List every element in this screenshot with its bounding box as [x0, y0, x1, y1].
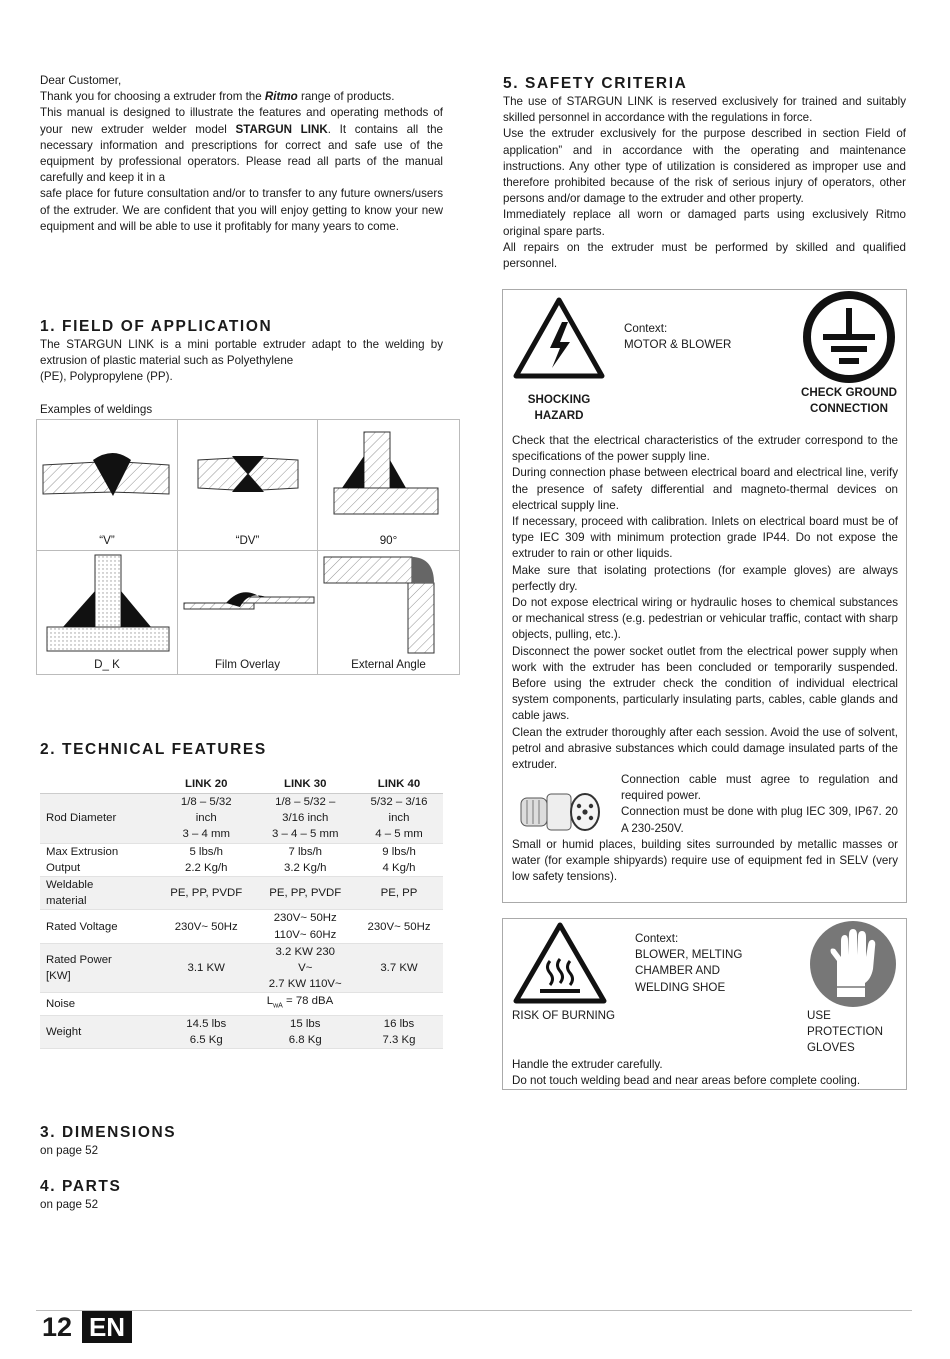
noise-value: = 78 dBA: [282, 995, 334, 1008]
label-line: HAZARD: [534, 409, 584, 423]
weld-90: [318, 420, 459, 551]
table-cell: 230V~ 50Hz: [367, 920, 431, 933]
dimensions-section: [40, 1123, 443, 1159]
cell-line: 7 lbs/h: [288, 845, 323, 858]
table-row: [40, 993, 443, 1015]
cell-line: 5/32 – 3/16: [370, 796, 428, 808]
table-cell: [255, 943, 355, 993]
weld-v-diagram: [37, 420, 178, 535]
table-cell: [255, 843, 355, 876]
cell-line: 2.7 KW 110V~: [268, 978, 342, 991]
cell-line: 4 Kg/h: [382, 861, 416, 874]
welding-examples-grid: [36, 419, 460, 675]
cell-line: inch: [195, 812, 217, 825]
caption: 90°: [379, 533, 398, 547]
weld-external-angle: [318, 551, 459, 674]
table-cell: [355, 1015, 443, 1048]
table-cell: PE, PP: [355, 877, 443, 910]
page-number: 12: [42, 1312, 73, 1342]
cell-line: 7.3 Kg: [382, 1034, 416, 1047]
context-value: WELDING SHOE: [635, 980, 726, 994]
section-title: 2. TECHNICAL FEATURES: [40, 741, 267, 758]
context-label: Context:: [635, 932, 679, 945]
cell-line: 4 – 5 mm: [375, 828, 423, 841]
section-body: (PE), Polypropylene (PP).: [40, 370, 173, 384]
electric-hazard-icon: [512, 296, 606, 380]
row-label: Rated Voltage: [46, 920, 118, 933]
cell-line: 9 lbs/h: [382, 845, 416, 858]
check-ground-label: [789, 385, 909, 417]
weld-film-diagram: [178, 551, 318, 656]
noise-symbol: L: [266, 995, 274, 1008]
cell-line: 3 – 4 – 5 mm: [271, 828, 339, 841]
table-cell: [157, 1015, 255, 1048]
table-row: [40, 794, 443, 844]
context-value: MOTOR & BLOWER: [624, 338, 732, 352]
row-label-line: [KW]: [46, 970, 71, 983]
cell-line: 15 lbs: [290, 1017, 321, 1030]
table-cell: [355, 794, 443, 844]
ground-icon: [801, 290, 897, 384]
label-line: GLOVES: [807, 1041, 855, 1055]
caption: “DV”: [235, 533, 260, 547]
label-line: SHOCKING: [527, 393, 591, 406]
instruction-paragraph: Small or humid places, building sites surrounded by metallic masses or water (for example shipyards) require use of equipment fed in SELV (very low safety tensions).: [512, 838, 898, 884]
greeting: Dear Customer,: [40, 74, 122, 87]
row-label: Weight: [40, 1015, 157, 1048]
instruction-paragraph: Make sure that isolating protections (for example gloves) are always perfectly dry.: [512, 563, 898, 593]
row-label-line: Rated Power: [46, 953, 112, 966]
row-label-line: material: [46, 895, 87, 908]
caption: External Angle: [351, 657, 426, 671]
row-label-line: Max Extrusion: [46, 845, 119, 858]
table-cell: 230V~ 50Hz: [174, 920, 238, 933]
row-label: [40, 877, 157, 910]
hot-surface-icon: [512, 921, 608, 1005]
connector-plug-icon: [517, 786, 603, 836]
intro-paragraph: [40, 105, 443, 186]
table-row: [40, 1015, 443, 1048]
weld-dv: [178, 420, 318, 551]
table-row: [40, 943, 443, 993]
instruction-paragraph: Check that the electrical characteristics of the extruder correspond to the specifications of the power supply line.: [512, 434, 898, 464]
table-cell: PE, PP, PVDF: [255, 877, 355, 910]
section-body: The use of STARGUN LINK is reserved exclusively for trained and suitably skilled personnel in accordance with the regulations in force.: [503, 95, 906, 125]
table-cell: [255, 794, 355, 844]
cell-line: 110V~ 60Hz: [274, 928, 337, 941]
row-label-line: Weldable: [46, 879, 94, 892]
cell-line: 2.2 Kg/h: [185, 861, 228, 874]
cell-line: 16 lbs: [383, 1017, 415, 1030]
safety-criteria-section: [503, 74, 906, 272]
instruction-paragraph: Connection cable must agree to regulation and required power.: [621, 773, 898, 803]
section-title: 1. FIELD OF APPLICATION: [40, 318, 273, 335]
intro-paragraph: safe place for future consultation and/or to transfer to any future owners/users of the extruder. We are confident that you will enjoy getting to know your new equipment and will be able to use it profitably for many years to come.: [40, 187, 443, 233]
context-label: Context:: [624, 322, 668, 335]
column-header: LINK 20: [157, 776, 255, 794]
cell-line: 6.5 Kg: [189, 1034, 223, 1047]
instruction-paragraph: During connection phase between electrical board and electrical line, verify the presence of safety differential and magneto-thermal devices on electrical supply line.: [512, 466, 898, 512]
instruction-paragraph: Do not expose electrical wiring or hydraulic hoses to chemical substances or mechanical stress (e.g. pedestrian or vehicular traffic, contact with sharp objects, pulling, etc.).: [512, 596, 898, 642]
section-body: on page 52: [40, 1144, 99, 1157]
electrical-safety-box: [502, 289, 907, 903]
table-row: [40, 877, 443, 910]
context-value: CHAMBER AND: [635, 964, 721, 978]
cell-line: 1/8 – 5/32: [180, 796, 232, 808]
examples-label: Examples of weldings: [40, 402, 153, 416]
weld-v: [37, 420, 178, 551]
section-title: 4. PARTS: [40, 1178, 122, 1195]
field-of-application-section: [40, 317, 443, 418]
risk-of-burning-label: RISK OF BURNING: [512, 1009, 616, 1022]
intro-text: This manual is designed to illustrate the features and operating methods of your new extruder welder model: [40, 106, 443, 136]
column-header: LINK 40: [355, 776, 443, 794]
intro-text: . It contains all the necessary information and prescriptions for correct and safe use of the equipment by professional operators. Please read all parts of the manual carefully and keep it in a: [40, 122, 443, 185]
cell-line: 3/16 inch: [282, 812, 329, 825]
technical-features-table: [40, 776, 443, 1049]
label-line: CONNECTION: [810, 402, 888, 416]
cell-line: 3 – 4 mm: [182, 828, 230, 841]
instruction-paragraph: Connection must be done with plug IEC 309, IP67. 20 A 230-250V.: [621, 805, 898, 835]
electrical-instructions: [512, 433, 898, 773]
cell-line: 3.2 KW 230: [275, 945, 335, 958]
burning-safety-box: [502, 918, 907, 1090]
use-protection-gloves-label: [807, 1008, 883, 1057]
table-row: [40, 910, 443, 943]
weld-film-overlay: [178, 551, 318, 674]
row-label: Noise: [46, 998, 76, 1011]
intro-line: [40, 89, 443, 105]
instruction-paragraph: If necessary, proceed with calibration. Inlets on electrical board must be of type IEC 309 with minimum protection grade IP44. Do not expose the extruder to rain or other liquids.: [512, 515, 898, 561]
caption: Film Overlay: [214, 657, 281, 671]
row-label: Rod Diameter: [40, 794, 157, 844]
burning-instructions: [512, 1057, 902, 1089]
row-label: [40, 943, 157, 993]
footer-divider: [36, 1310, 912, 1311]
intro-text: Thank you for choosing a extruder from the: [40, 90, 265, 104]
table-cell: [157, 794, 255, 844]
table-cell: [157, 993, 443, 1015]
section-title: 5. SAFETY CRITERIA: [503, 75, 688, 92]
weld-external-angle-diagram: [318, 551, 459, 656]
context-text: [635, 931, 742, 996]
intro-section: [40, 73, 443, 235]
cell-line: 5 lbs/h: [189, 845, 223, 858]
section-body: All repairs on the extruder must be performed by skilled and qualified personnel.: [503, 240, 906, 271]
cell-line: 3.2 Kg/h: [284, 861, 327, 874]
context-value: BLOWER, MELTING: [635, 948, 743, 962]
label-line: CHECK GROUND: [801, 386, 897, 399]
parts-section: [40, 1177, 443, 1213]
context-text: [624, 321, 731, 353]
cell-line: 1/8 – 5/32 –: [275, 796, 336, 808]
instruction-paragraph: Handle the extruder carefully.: [512, 1058, 663, 1071]
table-cell: [355, 843, 443, 876]
table-cell: [157, 843, 255, 876]
weld-90-diagram: [318, 420, 459, 535]
selv-instructions: [512, 837, 898, 886]
cell-line: inch: [388, 812, 410, 825]
model-name: STARGUN LINK: [235, 122, 328, 136]
cell-line: V~: [298, 962, 313, 975]
table-cell: 3.1 KW: [157, 943, 255, 993]
table-cell: [255, 910, 355, 943]
label-line: PROTECTION: [807, 1025, 884, 1039]
table-row: [40, 843, 443, 876]
weld-dv-diagram: [178, 420, 318, 535]
intro-text: range of products.: [297, 90, 395, 104]
instruction-paragraph: Do not touch welding bead and near areas before complete cooling.: [512, 1074, 861, 1088]
brand-name: Ritmo: [264, 90, 298, 104]
cell-line: 6.8 Kg: [288, 1034, 322, 1047]
instruction-paragraph: Clean the extruder thoroughly after each session. Avoid the use of solvent, petrol and abrasive substances which could damage insulated parts of the extruder.: [512, 725, 898, 772]
section-body: The STARGUN LINK is a mini portable extruder adapt to the welding by extrusion of plastic material such as Polyethylene: [40, 338, 443, 368]
section-body: Immediately replace all worn or damaged parts using exclusively Ritmo original spare parts.: [503, 208, 906, 238]
row-label-line: Output: [46, 861, 81, 874]
table-cell: 3.7 KW: [355, 943, 443, 993]
shocking-hazard-label: [503, 392, 615, 424]
instruction-paragraph: Disconnect the power socket outlet from the electrical power supply when work with the extruder has been concluded or temporarily suspended. Before using the extruder check the condition of individual electrical system components, particularly insulating parts, cables, cable glands and cable jaws.: [512, 644, 898, 723]
noise-subscript: wA: [273, 1002, 283, 1010]
section-title: 3. DIMENSIONS: [40, 1124, 177, 1141]
table-cell: PE, PP, PVDF: [157, 877, 255, 910]
column-header: LINK 30: [255, 776, 355, 794]
cell-line: 14.5 lbs: [186, 1017, 227, 1030]
label-line: USE: [807, 1009, 831, 1022]
cable-instructions: [621, 772, 898, 837]
section-body: on page 52: [40, 1198, 99, 1211]
weld-dk: [37, 551, 178, 674]
section-body: Use the extruder exclusively for the purpose described in section Field of application” and in accordance with the operating and maintenance instructions. Any other type of utilization is considered as improper use and therefore prohibited because of the risk of serious injury of operators, other persons and/or damage to the extruder and other property.: [503, 127, 906, 206]
technical-features-section: [40, 740, 443, 760]
caption: D_ K: [94, 657, 120, 671]
weld-dk-diagram: [37, 551, 178, 656]
cell-line: 230V~ 50Hz: [273, 912, 337, 925]
table-cell: [255, 1015, 355, 1048]
protection-gloves-icon: [807, 919, 899, 1009]
caption: “V”: [99, 533, 115, 547]
row-label: [40, 843, 157, 876]
language-badge: EN: [82, 1311, 132, 1343]
